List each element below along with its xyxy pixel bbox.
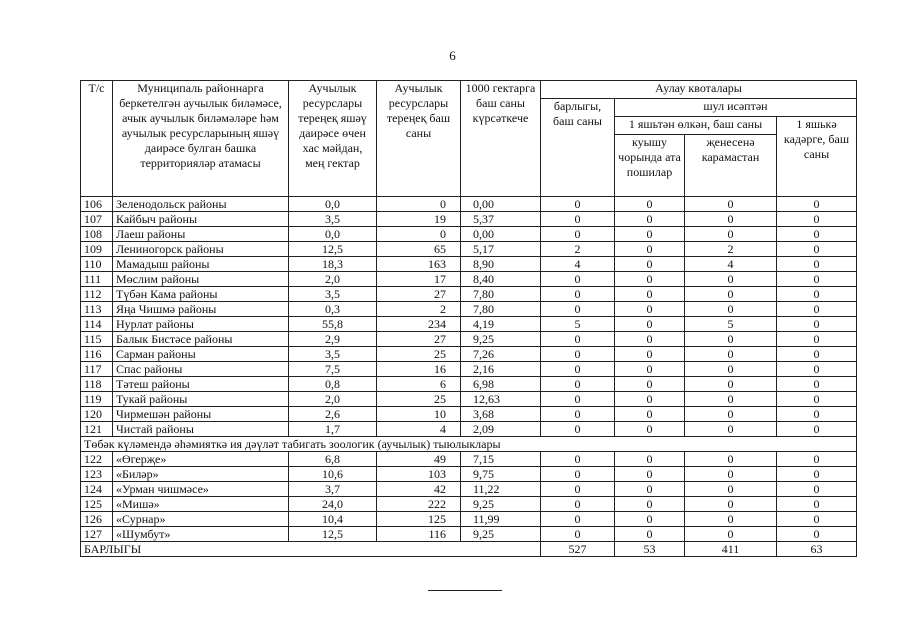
cell-males: 0 — [615, 452, 685, 467]
cell-density: 0,00 — [461, 197, 541, 212]
cell-males: 0 — [615, 362, 685, 377]
cell-no-sex: 0 — [685, 467, 777, 482]
cell-area: 3,5 — [289, 287, 377, 302]
cell-count: 65 — [377, 242, 461, 257]
cell-males: 0 — [615, 332, 685, 347]
table-row — [81, 422, 857, 437]
cell-no-sex: 5 — [685, 317, 777, 332]
cell-under-1: 0 — [777, 287, 857, 302]
cell-males: 0 — [615, 407, 685, 422]
cell-no: 121 — [81, 422, 113, 437]
table-row — [81, 467, 857, 482]
cell-area: 10,4 — [289, 512, 377, 527]
cell-no: 116 — [81, 347, 113, 362]
cell-no-sex: 0 — [685, 347, 777, 362]
cell-count: 4 — [377, 422, 461, 437]
cell-males: 0 — [615, 212, 685, 227]
cell-no-sex: 0 — [685, 512, 777, 527]
cell-no: 106 — [81, 197, 113, 212]
cell-no: 122 — [81, 452, 113, 467]
table-row — [81, 332, 857, 347]
cell-total: 0 — [541, 197, 615, 212]
table-row — [81, 212, 857, 227]
cell-total: 5 — [541, 317, 615, 332]
table-row — [81, 227, 857, 242]
cell-density: 11,99 — [461, 512, 541, 527]
cell-area: 24,0 — [289, 497, 377, 512]
cell-no: 109 — [81, 242, 113, 257]
cell-males: 0 — [615, 392, 685, 407]
table-row — [81, 407, 857, 422]
cell-males: 0 — [615, 422, 685, 437]
cell-count: 42 — [377, 482, 461, 497]
cell-count: 49 — [377, 452, 461, 467]
cell-name: «Өгерҗе» — [113, 452, 289, 467]
cell-no: 113 — [81, 302, 113, 317]
cell-name: Спас районы — [113, 362, 289, 377]
cell-males: 0 — [615, 467, 685, 482]
header-name: Муниципаль районнарга беркетелгән аучылык биләмәсе, ачык аучылык биләмәләре һәм аучылык ресурсларының яшәү даирәсе булган башка территорияләр атамасы — [113, 81, 289, 197]
cell-no-sex: 2 — [685, 242, 777, 257]
cell-under-1: 0 — [777, 482, 857, 497]
cell-no-sex: 0 — [685, 527, 777, 542]
cell-total: 0 — [541, 377, 615, 392]
cell-name: Лаеш районы — [113, 227, 289, 242]
cell-no: 124 — [81, 482, 113, 497]
cell-name: Яңа Чишмә районы — [113, 302, 289, 317]
table-row — [81, 197, 857, 212]
cell-name: Тукай районы — [113, 392, 289, 407]
cell-density: 6,98 — [461, 377, 541, 392]
cell-area: 12,5 — [289, 527, 377, 542]
cell-count: 25 — [377, 347, 461, 362]
cell-area: 3,7 — [289, 482, 377, 497]
cell-name: Мөслим районы — [113, 272, 289, 287]
cell-no: 107 — [81, 212, 113, 227]
cell-count: 234 — [377, 317, 461, 332]
table-row — [81, 512, 857, 527]
cell-males: 0 — [615, 377, 685, 392]
cell-no-sex: 0 — [685, 407, 777, 422]
cell-area: 18,3 — [289, 257, 377, 272]
cell-count: 27 — [377, 332, 461, 347]
cell-name: Сарман районы — [113, 347, 289, 362]
cell-area: 10,6 — [289, 467, 377, 482]
cell-density: 11,22 — [461, 482, 541, 497]
cell-total: 0 — [541, 407, 615, 422]
cell-total: 0 — [541, 512, 615, 527]
cell-density: 7,15 — [461, 452, 541, 467]
cell-males: 0 — [615, 302, 685, 317]
cell-density: 7,26 — [461, 347, 541, 362]
cell-area: 6,8 — [289, 452, 377, 467]
cell-no-sex: 0 — [685, 362, 777, 377]
cell-count: 0 — [377, 197, 461, 212]
cell-total: 0 — [541, 452, 615, 467]
cell-under-1: 0 — [777, 272, 857, 287]
cell-count: 10 — [377, 407, 461, 422]
cell-density: 9,25 — [461, 332, 541, 347]
cell-count: 16 — [377, 362, 461, 377]
totals-no-sex: 411 — [685, 542, 777, 557]
cell-no: 115 — [81, 332, 113, 347]
cell-no-sex: 0 — [685, 287, 777, 302]
cell-total: 0 — [541, 497, 615, 512]
cell-count: 2 — [377, 302, 461, 317]
totals-males: 53 — [615, 542, 685, 557]
cell-males: 0 — [615, 242, 685, 257]
cell-area: 2,6 — [289, 407, 377, 422]
cell-name: Мамадыш районы — [113, 257, 289, 272]
cell-area: 2,0 — [289, 392, 377, 407]
table-row — [81, 392, 857, 407]
cell-total: 0 — [541, 212, 615, 227]
cell-males: 0 — [615, 527, 685, 542]
cell-name: Балык Бистәсе районы — [113, 332, 289, 347]
cell-name: «Урман чишмәсе» — [113, 482, 289, 497]
cell-no-sex: 0 — [685, 212, 777, 227]
table-header — [81, 81, 857, 197]
cell-density: 8,40 — [461, 272, 541, 287]
cell-no-sex: 0 — [685, 452, 777, 467]
section-title: Төбәк күләмендә әһәмияткә ия дәүләт табигать зоологик (аучылык) тыюлыклары — [81, 437, 857, 452]
cell-males: 0 — [615, 257, 685, 272]
cell-name: «Биләр» — [113, 467, 289, 482]
cell-density: 2,16 — [461, 362, 541, 377]
cell-name: «Мишә» — [113, 497, 289, 512]
cell-count: 103 — [377, 467, 461, 482]
cell-total: 0 — [541, 362, 615, 377]
cell-name: «Шумбут» — [113, 527, 289, 542]
cell-total: 0 — [541, 467, 615, 482]
cell-under-1: 0 — [777, 332, 857, 347]
cell-density: 5,37 — [461, 212, 541, 227]
cell-under-1: 0 — [777, 392, 857, 407]
cell-no-sex: 0 — [685, 377, 777, 392]
cell-density: 9,75 — [461, 467, 541, 482]
table-row — [81, 527, 857, 542]
cell-males: 0 — [615, 197, 685, 212]
cell-total: 0 — [541, 272, 615, 287]
hunting-quota-table — [80, 80, 857, 557]
cell-under-1: 0 — [777, 497, 857, 512]
cell-area: 2,9 — [289, 332, 377, 347]
table-row — [81, 242, 857, 257]
table-body — [81, 197, 857, 437]
cell-count: 125 — [377, 512, 461, 527]
table-row — [81, 347, 857, 362]
header-total: барлыгы, баш саны — [541, 99, 615, 197]
cell-no-sex: 0 — [685, 392, 777, 407]
cell-males: 0 — [615, 497, 685, 512]
cell-name: Түбән Кама районы — [113, 287, 289, 302]
cell-under-1: 0 — [777, 227, 857, 242]
cell-males: 0 — [615, 227, 685, 242]
table-row — [81, 287, 857, 302]
cell-density: 7,80 — [461, 287, 541, 302]
cell-total: 0 — [541, 332, 615, 347]
header-count: Аучылык ресурслары тереңеқ баш саны — [377, 81, 461, 197]
cell-no: 110 — [81, 257, 113, 272]
cell-no: 118 — [81, 377, 113, 392]
cell-males: 0 — [615, 272, 685, 287]
cell-under-1: 0 — [777, 467, 857, 482]
cell-total: 0 — [541, 527, 615, 542]
cell-total: 0 — [541, 302, 615, 317]
table-row — [81, 362, 857, 377]
cell-no: 112 — [81, 287, 113, 302]
cell-no: 108 — [81, 227, 113, 242]
cell-density: 8,90 — [461, 257, 541, 272]
cell-under-1: 0 — [777, 407, 857, 422]
cell-count: 163 — [377, 257, 461, 272]
cell-count: 116 — [377, 527, 461, 542]
header-under-1-year: 1 яшькә кадәрге, баш саны — [777, 117, 857, 197]
table-row — [81, 452, 857, 467]
cell-name: Чирмешән районы — [113, 407, 289, 422]
reserves-rows — [81, 452, 857, 542]
cell-total: 2 — [541, 242, 615, 257]
cell-under-1: 0 — [777, 452, 857, 467]
cell-name: Кайбыч районы — [113, 212, 289, 227]
table-row — [81, 497, 857, 512]
cell-count: 25 — [377, 392, 461, 407]
cell-males: 0 — [615, 317, 685, 332]
header-density: 1000 гектарга баш саны күрсәткече — [461, 81, 541, 197]
totals-row — [81, 542, 857, 557]
cell-total: 0 — [541, 347, 615, 362]
cell-area: 0,3 — [289, 302, 377, 317]
cell-no: 126 — [81, 512, 113, 527]
cell-density: 3,68 — [461, 407, 541, 422]
cell-no-sex: 0 — [685, 302, 777, 317]
cell-males: 0 — [615, 512, 685, 527]
cell-total: 0 — [541, 287, 615, 302]
header-including: шул исәптән — [615, 99, 857, 117]
cell-males: 0 — [615, 482, 685, 497]
cell-under-1: 0 — [777, 317, 857, 332]
table-row — [81, 272, 857, 287]
cell-name: «Сурнар» — [113, 512, 289, 527]
cell-density: 5,17 — [461, 242, 541, 257]
cell-no-sex: 0 — [685, 332, 777, 347]
cell-no-sex: 0 — [685, 227, 777, 242]
cell-count: 6 — [377, 377, 461, 392]
header-over-1-year: 1 яшьтән өлкән, баш саны — [615, 117, 777, 135]
table-row — [81, 257, 857, 272]
cell-density: 9,25 — [461, 527, 541, 542]
cell-total: 0 — [541, 227, 615, 242]
cell-under-1: 0 — [777, 422, 857, 437]
cell-no-sex: 0 — [685, 497, 777, 512]
cell-area: 1,7 — [289, 422, 377, 437]
cell-density: 4,19 — [461, 317, 541, 332]
cell-no: 125 — [81, 497, 113, 512]
cell-density: 7,80 — [461, 302, 541, 317]
table-row — [81, 317, 857, 332]
cell-no-sex: 0 — [685, 197, 777, 212]
cell-no-sex: 0 — [685, 422, 777, 437]
cell-area: 0,8 — [289, 377, 377, 392]
cell-no-sex: 4 — [685, 257, 777, 272]
cell-no-sex: 0 — [685, 272, 777, 287]
cell-total: 0 — [541, 482, 615, 497]
totals-total: 527 — [541, 542, 615, 557]
cell-area: 3,5 — [289, 347, 377, 362]
cell-name: Чистай районы — [113, 422, 289, 437]
cell-area: 3,5 — [289, 212, 377, 227]
cell-area: 0,0 — [289, 197, 377, 212]
cell-count: 27 — [377, 287, 461, 302]
reserves-body — [81, 437, 857, 452]
totals-label: БАРЛЫГЫ — [81, 542, 541, 557]
cell-count: 17 — [377, 272, 461, 287]
cell-under-1: 0 — [777, 257, 857, 272]
cell-count: 0 — [377, 227, 461, 242]
header-quota: Аулау квоталары — [541, 81, 857, 99]
cell-no: 119 — [81, 392, 113, 407]
cell-under-1: 0 — [777, 242, 857, 257]
cell-area: 2,0 — [289, 272, 377, 287]
cell-no: 127 — [81, 527, 113, 542]
cell-total: 0 — [541, 422, 615, 437]
section-row — [81, 437, 857, 452]
cell-count: 222 — [377, 497, 461, 512]
cell-area: 12,5 — [289, 242, 377, 257]
cell-density: 12,63 — [461, 392, 541, 407]
cell-area: 0,0 — [289, 227, 377, 242]
table-row — [81, 377, 857, 392]
header-rut-males: куышу чорында ата пошилар — [615, 135, 685, 197]
table-row — [81, 302, 857, 317]
cell-no: 111 — [81, 272, 113, 287]
cell-males: 0 — [615, 287, 685, 302]
cell-total: 4 — [541, 257, 615, 272]
totals-body — [81, 542, 857, 557]
cell-name: Зеленодольск районы — [113, 197, 289, 212]
cell-name: Лениногорск районы — [113, 242, 289, 257]
cell-under-1: 0 — [777, 197, 857, 212]
header-area: Аучылык ресурслары тереңеқ яшәү даирәсе өчен хас мәйдан, мең гектар — [289, 81, 377, 197]
header-regardless-of-sex: җенесенә карамастан — [685, 135, 777, 197]
page-number: 6 — [449, 48, 456, 63]
cell-under-1: 0 — [777, 527, 857, 542]
totals-under-1: 63 — [777, 542, 857, 557]
cell-name: Тәтеш районы — [113, 377, 289, 392]
cell-name: Нурлат районы — [113, 317, 289, 332]
cell-under-1: 0 — [777, 377, 857, 392]
cell-no: 114 — [81, 317, 113, 332]
cell-under-1: 0 — [777, 512, 857, 527]
cell-under-1: 0 — [777, 212, 857, 227]
cell-no: 120 — [81, 407, 113, 422]
cell-under-1: 0 — [777, 347, 857, 362]
cell-total: 0 — [541, 392, 615, 407]
cell-density: 2,09 — [461, 422, 541, 437]
cell-no: 117 — [81, 362, 113, 377]
header-no: Т/с — [81, 81, 113, 197]
cell-under-1: 0 — [777, 302, 857, 317]
cell-area: 55,8 — [289, 317, 377, 332]
cell-no: 123 — [81, 467, 113, 482]
footer-separator — [428, 590, 502, 591]
cell-density: 9,25 — [461, 497, 541, 512]
cell-density: 0,00 — [461, 227, 541, 242]
cell-count: 19 — [377, 212, 461, 227]
cell-no-sex: 0 — [685, 482, 777, 497]
cell-under-1: 0 — [777, 362, 857, 377]
cell-area: 7,5 — [289, 362, 377, 377]
table-row — [81, 482, 857, 497]
cell-males: 0 — [615, 347, 685, 362]
